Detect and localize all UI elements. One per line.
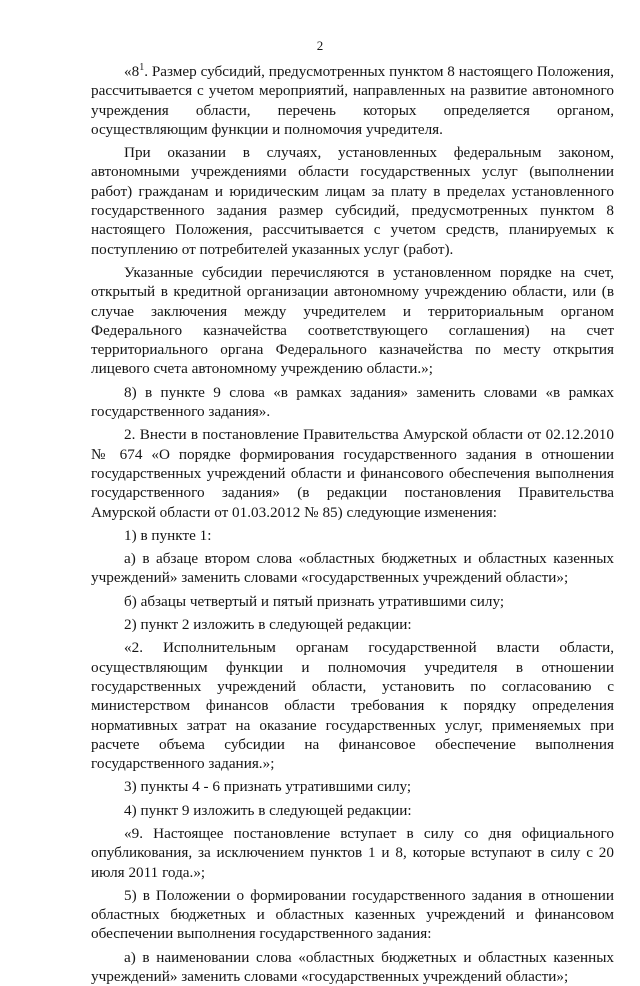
- paragraph: 5) в Положении о формировании государственного задания в отношении областных бюджетных и областных казенных учреждений и финансовом обеспечении выполнения государственного задания:: [91, 886, 614, 943]
- page-number: 2: [316, 38, 324, 53]
- paragraph: б) абзацы четвертый и пятый признать утратившими силу;: [124, 592, 505, 610]
- paragraph: «2. Исполнительным органам государственной власти области, осуществляющим функции и полномочия учредителя в отношении государственных учреждений области, установить по согласованию с министерством финансов области требования к порядку определения нормативных затрат на оказание государственных услуг, применяемых при расчете объема субсидии на финансовое обеспечение выполнения государственного задания.»;: [91, 639, 614, 773]
- paragraph-8-1-text: . Размер субсидий, предусмотренных пунктом 8 настоящего Положения, рассчитывается с учетом мероприятий, направленных на развитие автономного учреждения области, перечень которых определяется органом, осуществляющим функции и полномочия учредителя.: [91, 63, 614, 138]
- paragraph: а) в абзаце втором слова «областных бюджетных и областных казенных учреждений» заменить словами «государственных учреждений области»;: [91, 550, 614, 587]
- paragraph-8-1: [91, 62, 614, 139]
- paragraph: 8) в пункте 9 слова «в рамках задания» заменить словами «в рамках государственного задания».: [91, 383, 614, 421]
- paragraph: При оказании в случаях, установленных федеральным законом, автономными учреждениями области государственных услуг (выполнении работ) гражданам и юридическим лицам за плату в пределах установленного государственного задания размер субсидий, предусмотренных пунктом 8 настоящего Положения, рассчитывается с учетом средств, планируемых к поступлению от потребителей указанных услуг (работ).: [91, 144, 614, 258]
- paragraph: Указанные субсидии перечисляются в установленном порядке на счет, открытый в кредитной организации автономному учреждению области, или (в случае заключения между учредителем и территориальным органом Федерального казначейства соответствующего соглашения) на счет территориального органа Федерального казначейства по месту открытия лицевого счета автономному учреждению области.»;: [91, 263, 614, 378]
- paragraph: а) в наименовании слова «областных бюджетных и областных казенных учреждений» заменить словами «государственных учреждений области»;: [91, 948, 614, 986]
- paragraph: «9. Настоящее постановление вступает в силу со дня официального опубликования, за исключением пунктов 1 и 8, которые вступают в силу с 20 июля 2011 года.»;: [91, 824, 614, 881]
- paragraph: 1) в пункте 1:: [124, 526, 212, 544]
- paragraph: 2) пункт 2 изложить в следующей редакции:: [124, 616, 412, 634]
- paragraph: 3) пункты 4 - 6 признать утратившими силу;: [124, 778, 412, 796]
- superscript-1: 1: [139, 62, 145, 73]
- paragraph-8-1-lead: «8: [124, 63, 140, 80]
- paragraph: 4) пункт 9 изложить в следующей редакции:: [124, 801, 412, 819]
- document-body: [91, 62, 614, 986]
- paragraph: 2. Внести в постановление Правительства Амурской области от 02.12.2010 № 674 «О порядке формирования государственного задания в отношении государственных учреждений области и финансового обеспечения выполнения государственного задания» (в редакции постановления Правительства Амурской области от 01.03.2012 № 85) следующие изменения:: [91, 426, 614, 521]
